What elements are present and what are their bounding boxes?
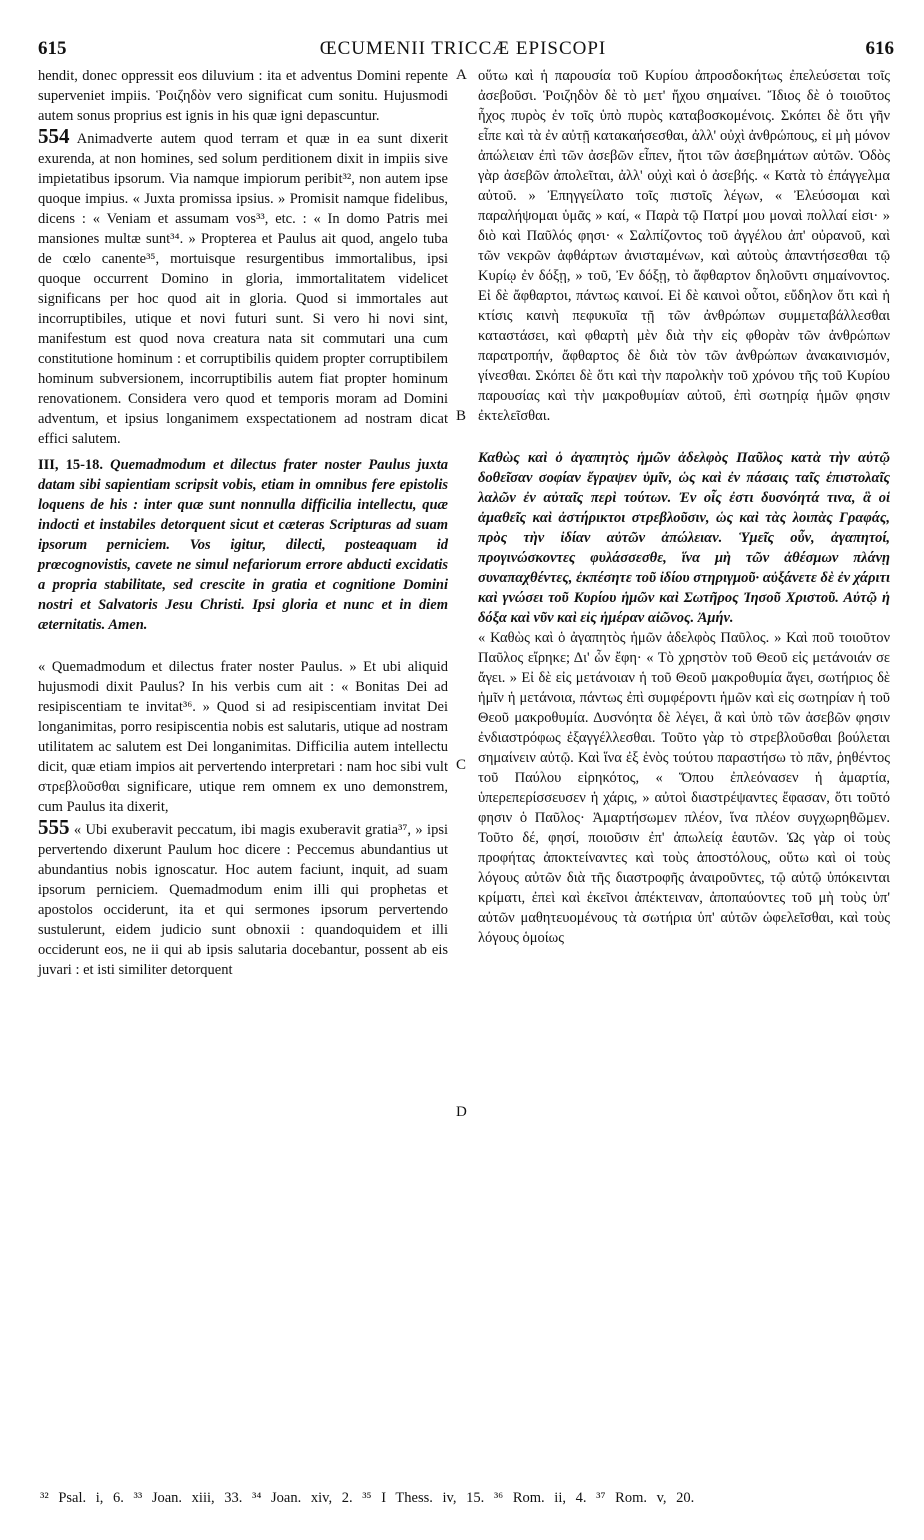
latin-text: « Ubi exuberavit peccatum, ibi magis exuberavit gratia³⁷, » ipsi pervertendo dixerunt Paulum hoc dicere : Peccemus abundantius ut abundantius nobis ignoscatur. Hoc autem faciunt, inquit, ad suam ipsorum perniciem. Quemadmodum enim illi qui prophetas et apostolos occiderunt, ita et qui sermones ipsorum pervertendo sustulerunt, eidem judicio sunt obnoxii : quandoquidem et illi occiderunt eos, ne ii qui ab ipsis salutaria docebantur, possent ab eis juvari : et isti similiter detorquent bbox=[38, 822, 448, 978]
page-number-left: 615 bbox=[38, 38, 67, 59]
latin-paragraph bbox=[38, 126, 448, 449]
greek-scripture-paragraph: Καθὼς καὶ ὁ ἀγαπητὸς ἡμῶν ἀδελφὸς Παῦλος κατὰ τὴν αὐτῷ δοθεῖσαν σοφίαν ἔγραψεν ὑμῖν, ὡς καὶ ἐν πάσαις ταῖς ἐπιστολαῖς λαλῶν ἐν αὐταῖς περὶ τούτων. Ἐν οἷς ἐστι δυσνόητά τινα, ἃ οἱ ἀμαθεῖς καὶ ἀστήρικτοι στρεβλοῦσιν, ὡς καὶ τὰς λοιπὰς Γραφάς, πρὸς τὴν ἰδίαν αὐτῶν ἀπώλειαν. Ὑμεῖς οὖν, ἀγαπητοί, προγινώσκοντες φυλάσσεσθε, ἵνα μὴ τῶν ἀθέσμων πλάνῃ συναπαχθέντες, ἐκπέσητε τοῦ ἰδίου στηριγμοῦ· αὐξάνετε δὲ ἐν χάριτι καὶ γνώσει τοῦ Κυρίου ἡμῶν καὶ Σωτῆρος Ἰησοῦ Χριστοῦ. Αὐτῷ ἡ δόξα καὶ νῦν καὶ εἰς ἡμέραν αἰῶνος. Ἀμήν. bbox=[478, 450, 890, 626]
latin-text: Animadverte autem quod terram et quæ in ea sunt dixerit exurenda, at non homines, sed solum perditionem dixit in impiis sive impietatibus ipsorum. Via namque impiorum peribit³², non autem ipse quoque impius. « Juxta promissa ipsius. » Promisit namque fidelibus, dicens : « Veniam et assumam vos³³, etc. : « In domo Patris mei mansiones multæ sunt³⁴. » Propterea et Paulus ait quod, angelo tuba de cœlo canente³⁵, mortuisque resurgentibus immortalibus, ipsi quoque occurrent Domino in gloria, immortalitatem videlicet significans per hoc quod ait in gloria. Quod si immortales aut incorruptibiles, utique et novi futuri sunt. Si vero hi novi sint, manifestum est quod nova creatura nata sit commutari una cum constitutione hominum : et corruptibilis quidem propter corruptibilem hominum subversionem, incorruptibilis autem fiat propter hominum renovationem. Considera vero quod et temporis moram ad Domini adventum, et ipsius longanimem exspectationem ad nostram dicat effici salutem. bbox=[38, 131, 449, 447]
footnotes: ³² Psal. i, 6. ³³ Joan. xiii, 33. ³⁴ Joan. xiv, 2. ³⁵ I Thess. iv, 15. ³⁶ Rom. ii, 4. ³⁷ Rom. v, 20. bbox=[40, 1490, 695, 1506]
latin-paragraph: « Quemadmodum et dilectus frater noster Paulus. » Et ubi aliquid hujusmodi dixit Paulus? In his verbis cum ait : « Bonitas Dei ad resipiscentiam te invitat³⁶. » Quod si ad resipiscentiam invitat Dei longanimitas, porro resipiscentia nobis est salutaris, utique ad nostram utilitatem ac salutem est Dei longanimitas. Difficilia autem intellectu dicit, quæ etiam impios ait pervertendo interpretari : nam hoc sibi vult στρεβλοῦσθαι significare, utique rem omnem ex uno demonstrem, cum Paulus ita dixerit, bbox=[38, 659, 448, 815]
running-title: ŒCUMENII TRICCÆ EPISCOPI bbox=[319, 38, 607, 59]
greek-column bbox=[478, 66, 890, 948]
latin-scripture-text: Quemadmodum et dilectus frater noster Paulus juxta datam sibi sapientiam scripsit vobis, etiam in omnibus fere epistolis loquens de his : inter quæ sunt nonnulla difficilia intellectu, quæ indocti et instabiles detorquent sicut et cæteras Scripturas ad suam ipsorum perniciem. Vos igitur, dilecti, posteaquam id prœcognovistis, cavete ne simul nefariorum errore abducti excidatis a propria stabilitate, sed crescite in gratia et cognitione Domini nostri et Salvatoris Jesu Christi. Ipsi gloria et nunc et in diem æternitatis. Amen. bbox=[38, 457, 448, 633]
margin-letter-c: C bbox=[456, 757, 467, 773]
page-header bbox=[28, 38, 898, 64]
greek-paragraph: « Καθὼς καὶ ὁ ἀγαπητὸς ἡμῶν ἀδελφὸς Παῦλος. » Καὶ ποῦ τοιοῦτον Παῦλος εἴρηκε; Δι' ὧν ἔφη· « Τὸ χρηστὸν τοῦ Θεοῦ εἰς μετάνοιάν σε ἄγει. » Εἰ δὲ εἰς μετάνοιαν ἡ τοῦ Θεοῦ μακροθυμία ἄγει, σωτήριος δὲ ἡμῖν ἡ μετάνοια, πάντως ἐπὶ συμφέροντι ἡμῶν καὶ εἰς σωτηρίαν ἡ τοῦ Θεοῦ μακροθυμία. Δυσνόητα δὲ λέγει, ἃ καὶ ὑπὸ τῶν ἀσεβῶν φησιν ἐνδιαστρόφως ἐξαγγέλλεσθαι. Τοῦτο γὰρ τὸ στρεβλοῦσθαι βούλεται σημαίνειν αὐτῷ. Καὶ ἵνα ἐξ ἑνὸς τούτου παραστήσω τὸ πᾶν, ῥηθέντος τοῦ Παύλου εἰρηκότος, « Ὅπου ἐπλεόνασεν ἡ ἁμαρτία, ὑπερεπερίσσευσεν ἡ χάρις, » αὐτοὶ διαστρέψαντες ἔφασαν, ὅτι τοῦτό φησιν ὁ Παῦλος· Ἁμαρτήσωμεν πλέον, ἵνα πλέον συγχωρηθῶμεν. Τοῦτο δέ, φησί, ποιοῦσιν ἐπ' ἀπωλείᾳ ἑαυτῶν. Ὡς γὰρ οἱ τοὺς προφήτας ἀποκτείναντες καὶ τοὺς ἀποστόλους, οὕτω καὶ οἱ τοὺς λόγους αὐτῶν διὰ τῆς διαστροφῆς ἀναιροῦντες, τῷ αὐτῷ ὑπόκεινται κρίματι, ἐπεὶ καὶ ἐκεῖνοι ἀπέκτειναν, ἀποπαύοντες τοῦ μὴ τοὺς ὑπ' αὐτῶν μαθητευομένους τὰ σωτήρια ὑπ' αὐτῶν ὠφελεῖσθαι, καὶ τοὺς λόγους ὁμοίως bbox=[478, 630, 890, 946]
column-number: 554 bbox=[38, 124, 70, 148]
margin-letter-d: D bbox=[456, 1104, 467, 1120]
margin-letter-b: B bbox=[456, 408, 467, 424]
latin-column bbox=[38, 66, 448, 980]
column-number: 555 bbox=[38, 815, 70, 839]
verse-reference: III, 15-18. bbox=[38, 457, 104, 473]
latin-paragraph bbox=[38, 817, 448, 980]
latin-scripture-paragraph bbox=[38, 455, 448, 635]
margin-letter-a: A bbox=[456, 67, 467, 83]
greek-paragraph: οὕτω καὶ ἡ παρουσία τοῦ Κυρίου ἀπροσδοκήτως ἐπελεύσεται τοῖς ἀσεβοῦσι. Ῥοιζηδὸν δὲ τὸ μετ' ἤχου σημαίνει. Ἴδιος δὲ ὁ τοιοῦτος ἦχος πυρὸς ἐν τοῖς ὑπὸ πυρὸς καταβοσκομένοις. Σκόπει δὲ ὅτι γῆν εἶπε καὶ τὰ ἐν αὐτῇ κατακαήσεσθαι, ἀλλ' οὐχὶ ἀνθρώπους, εἰ μὴ μόνον ἀπώλειαν ἐπὶ τῶν ἀσεβῶν εἶπεν, ἤτοι τῶν ἀσεβημάτων αὐτῶν. Ὁδὸς γὰρ ἀσεβῶν ἀπολεῖται, ἀλλ' οὐχὶ καὶ ὁ ἀσεβής. « Κατὰ τὸ ἐπάγγελμα αὐτοῦ. » Ἐπηγγείλατο τοῖς πιστοῖς λέγων, « Ἐλεύσομαι καὶ παραλήψομαι ὑμᾶς » καί, « Παρὰ τῷ Πατρί μου μοναὶ πολλαί εἰσι· » διὸ καὶ Παῦλός φησι· « Σαλπίζοντος τοῦ ἀγγέλου ἀπ' οὐρανοῦ, καὶ τῶν νεκρῶν ἀφθάρτων ἀνισταμένων, καὶ αὐτοὺς ἀπαντήσεσθαι τῷ Κυρίῳ ἐν δόξῃ, » τοῦ, Ἐν δόξῃ, τὸ ἄφθαρτον δηλοῦντι σημαίνοντος. Εἰ δὲ ἄφθαρτοι, πάντως καινοί. Εἰ δὲ καινοὶ οὗτοι, εὔδηλον ὅτι καὶ ἡ κτίσις καινὴ πεφυκυῖα τῇ τῶν ἀνθρώπων συμμεταβάλλεσθαι καταστάσει, καὶ φθαρτὴ μὲν διὰ τὴν εἰς φθορὰν τῶν ἀνθρώπων παρατροπήν, ἄφθαρτος δὲ διὰ τὸν τῶν ἀνθρώπων ἀνακαινισμόν, γίνεσθαι. Σκόπει δὲ ὅτι καὶ τὴν παρολκὴν τοῦ χρόνου τῆς τοῦ Κυρίου παρουσίας καὶ τὴν μακροθυμίαν αὐτοῦ, ἐπὶ σωτηρίᾳ ἡμῶν φησιν ἐκτελεῖσθαι. bbox=[478, 68, 890, 424]
page-number-right: 616 bbox=[865, 38, 894, 59]
latin-paragraph: hendit, donec oppressit eos diluvium : ita et adventus Domini repente superveniet impiis. Ῥοιζηδὸν vero significat cum sonitu. Hujusmodi autem sonus proprius est ignis in his quæ igni depascuntur. bbox=[38, 68, 448, 124]
